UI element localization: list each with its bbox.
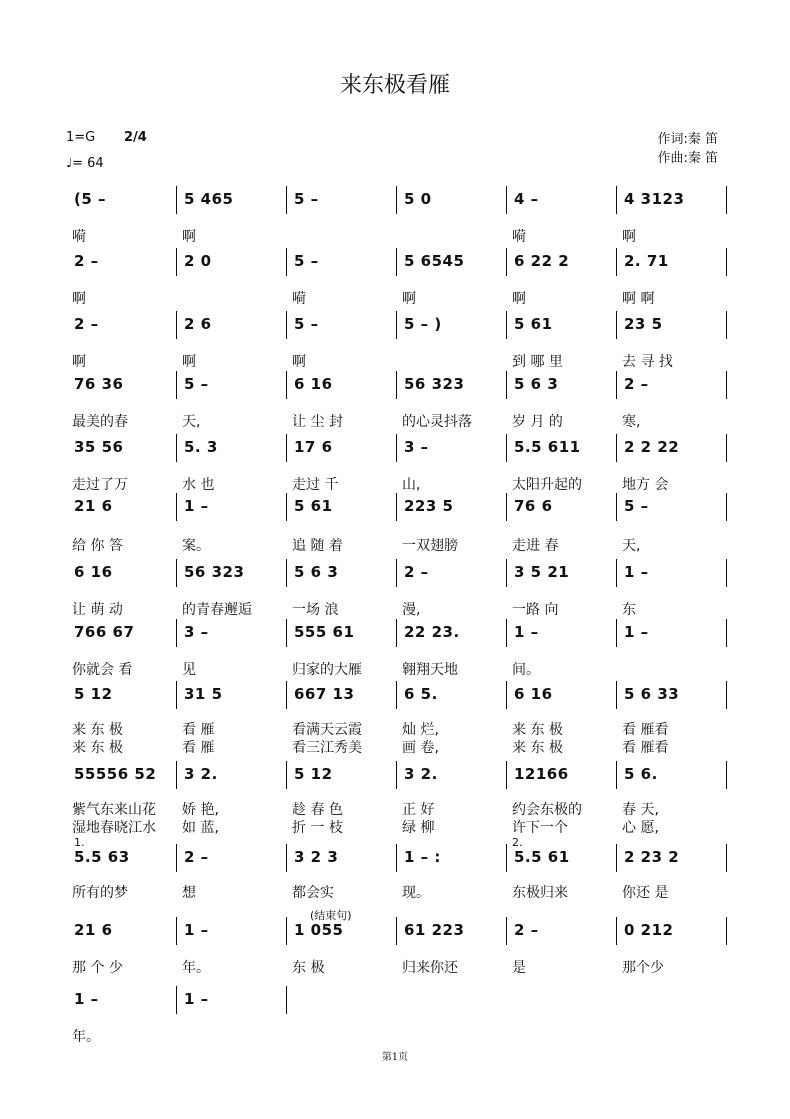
measure: 5 – xyxy=(294,315,319,333)
lyric-segment: 许下一个 xyxy=(512,820,568,836)
bar-line xyxy=(176,761,177,789)
measure: 5 – xyxy=(294,252,319,270)
lyric-segment: 一场 浪 xyxy=(292,602,339,618)
measure: (5 – xyxy=(74,190,107,208)
measure: 6 16 xyxy=(514,685,553,703)
bar-line xyxy=(726,559,727,587)
lyric-segment: 你还 是 xyxy=(622,885,669,901)
lyric-segment: 东 极 xyxy=(292,960,325,976)
measure: 5.5 611 xyxy=(514,438,581,456)
lyric-segment: 看满天云霞 xyxy=(292,722,362,738)
notation-row xyxy=(70,190,730,214)
notation-row xyxy=(70,765,730,789)
lyric-segment: 你就会 看 xyxy=(72,662,133,678)
bar-line xyxy=(506,681,507,709)
bar-line xyxy=(616,844,617,872)
measure: 5 – xyxy=(624,497,649,515)
lyric-segment: 娇 艳, xyxy=(182,802,219,818)
measure: 1 – : xyxy=(404,848,441,866)
notation-row xyxy=(70,848,730,872)
measure: 3 – xyxy=(404,438,429,456)
measure: 3 2. xyxy=(404,765,438,783)
lyric-segment: 水 也 xyxy=(182,477,215,493)
bar-line xyxy=(396,434,397,462)
measure: 2 0 xyxy=(184,252,212,270)
measure: 667 13 xyxy=(294,685,355,703)
notation-row xyxy=(70,497,730,521)
ending-label: (结束句) xyxy=(310,909,352,922)
bar-line xyxy=(176,559,177,587)
measure: 5 465 xyxy=(184,190,234,208)
notation-row xyxy=(70,438,730,462)
lyric-segment: 紫气东来山花 xyxy=(72,802,156,818)
lyric-segment: 现。 xyxy=(402,885,430,901)
measure: 76 36 xyxy=(74,375,124,393)
lyric-segment: 间。 xyxy=(512,662,540,678)
lyric-segment: 翱翔天地 xyxy=(402,662,458,678)
first-ending-marker: 1. xyxy=(74,836,85,849)
lyric-segment: 到 哪 里 xyxy=(512,354,563,370)
bar-line xyxy=(396,681,397,709)
bar-line xyxy=(176,917,177,945)
bar-line xyxy=(286,493,287,521)
bar-line xyxy=(616,917,617,945)
bar-line xyxy=(616,248,617,276)
lyric-segment: 一路 向 xyxy=(512,602,559,618)
lyric-segment: 来 东 极 xyxy=(72,722,123,738)
lyric-segment: 年。 xyxy=(72,1029,100,1045)
lyric-segment: 如 蓝, xyxy=(182,820,219,836)
lyric-segment: 湿地春晓江水 xyxy=(72,820,156,836)
measure: 0 212 xyxy=(624,921,674,939)
lyric-segment: 啊 xyxy=(182,354,196,370)
measure: 3 2 3 xyxy=(294,848,339,866)
bar-line xyxy=(506,493,507,521)
measure: 2 6 xyxy=(184,315,212,333)
measure: 1 – xyxy=(184,921,209,939)
bar-line xyxy=(396,559,397,587)
bar-line xyxy=(616,311,617,339)
notation-row xyxy=(70,315,730,339)
bar-line xyxy=(396,493,397,521)
measure: 2 – xyxy=(404,563,429,581)
bar-line xyxy=(726,248,727,276)
measure: 5 12 xyxy=(294,765,333,783)
measure: 61 223 xyxy=(404,921,465,939)
bar-line xyxy=(286,371,287,399)
lyric-segment: 让 萌 动 xyxy=(72,602,123,618)
bar-line xyxy=(286,917,287,945)
notation-row xyxy=(70,623,730,647)
lyric-segment: 归家的大雁 xyxy=(292,662,362,678)
page-number: 第1页 xyxy=(381,1052,409,1063)
lyric-segment: 啊 xyxy=(292,354,306,370)
lyric-segment: 东极归来 xyxy=(512,885,568,901)
bar-line xyxy=(506,761,507,789)
measure: 22 23. xyxy=(404,623,460,641)
measure: 3 5 21 xyxy=(514,563,570,581)
composer-credit: 作曲:秦 笛 xyxy=(657,151,718,166)
time-signature: 2/4 xyxy=(124,130,147,145)
measure: 223 5 xyxy=(404,497,454,515)
bar-line xyxy=(176,619,177,647)
lyric-segment: 啊 xyxy=(512,291,526,307)
measure: 5.5 63 xyxy=(74,848,130,866)
bar-line xyxy=(616,434,617,462)
measure: 6 16 xyxy=(74,563,113,581)
lyric-segment: 看三江秀美 xyxy=(292,740,362,756)
lyric-segment: 看 雁看 xyxy=(622,740,669,756)
tempo-marking: ♩= 64 xyxy=(66,156,104,171)
lyric-segment: 漫, xyxy=(402,602,421,618)
lyric-segment: 灿 烂, xyxy=(402,722,439,738)
lyric-segment: 最美的春 xyxy=(72,414,128,430)
lyric-segment: 来 东 极 xyxy=(512,722,563,738)
lyric-segment: 追 随 着 xyxy=(292,538,343,554)
lyric-segment: 让 尘 封 xyxy=(292,414,343,430)
measure: 2. 71 xyxy=(624,252,669,270)
measure: 55556 52 xyxy=(74,765,157,783)
bar-line xyxy=(616,761,617,789)
measure: 766 67 xyxy=(74,623,135,641)
lyric-segment: 走过了万 xyxy=(72,477,128,493)
lyric-segment: 春 天, xyxy=(622,802,659,818)
measure: 5 12 xyxy=(74,685,113,703)
measure: 35 56 xyxy=(74,438,124,456)
bar-line xyxy=(726,493,727,521)
lyric-segment: 折 一 枝 xyxy=(292,820,343,836)
bar-line xyxy=(506,248,507,276)
lyric-segment: 嗬 xyxy=(292,291,306,307)
bar-line xyxy=(286,248,287,276)
bar-line xyxy=(396,917,397,945)
measure: 56 323 xyxy=(404,375,465,393)
measure: 5 – xyxy=(184,375,209,393)
notation-row xyxy=(70,563,730,587)
measure: 6 5. xyxy=(404,685,438,703)
bar-line xyxy=(286,761,287,789)
lyric-segment: 走过 千 xyxy=(292,477,339,493)
notation-row xyxy=(70,252,730,276)
bar-line xyxy=(396,311,397,339)
bar-line xyxy=(726,434,727,462)
measure: 76 6 xyxy=(514,497,553,515)
lyric-segment: 正 好 xyxy=(402,802,435,818)
bar-line xyxy=(506,311,507,339)
lyric-segment: 地方 会 xyxy=(622,477,669,493)
measure: 1 – xyxy=(184,990,209,1008)
measure: 5.5 61 xyxy=(514,848,570,866)
lyric-segment: 啊 啊 xyxy=(622,291,655,307)
notation-row xyxy=(70,685,730,709)
bar-line xyxy=(396,761,397,789)
measure: 5 – xyxy=(294,190,319,208)
bar-line xyxy=(286,186,287,214)
notation-row xyxy=(70,921,730,945)
bar-line xyxy=(616,619,617,647)
bar-line xyxy=(616,559,617,587)
lyric-segment: 一双翅膀 xyxy=(402,538,458,554)
lyric-segment: 啊 xyxy=(622,229,636,245)
lyric-segment: 天, xyxy=(622,538,641,554)
measure: 2 23 2 xyxy=(624,848,680,866)
lyric-segment: 绿 柳 xyxy=(402,820,435,836)
bar-line xyxy=(396,619,397,647)
bar-line xyxy=(726,681,727,709)
bar-line xyxy=(176,311,177,339)
measure: 21 6 xyxy=(74,921,113,939)
lyric-segment: 看 雁 xyxy=(182,740,215,756)
lyric-segment: 心 愿, xyxy=(622,820,659,836)
bar-line xyxy=(616,186,617,214)
lyric-segment: 想 xyxy=(182,885,196,901)
measure: 31 5 xyxy=(184,685,223,703)
measure: 5 6 33 xyxy=(624,685,680,703)
measure: 555 61 xyxy=(294,623,355,641)
measure: 5 6 3 xyxy=(514,375,559,393)
measure: 1 – xyxy=(184,497,209,515)
bar-line xyxy=(506,434,507,462)
lyric-segment: 见 xyxy=(182,662,196,678)
lyric-segment: 的心灵抖落 xyxy=(402,414,472,430)
lyric-segment: 来 东 极 xyxy=(512,740,563,756)
measure: 4 3123 xyxy=(624,190,685,208)
lyric-segment: 啊 xyxy=(72,354,86,370)
measure: 5. 3 xyxy=(184,438,218,456)
bar-line xyxy=(726,619,727,647)
bar-line xyxy=(396,248,397,276)
measure: 1 – xyxy=(624,623,649,641)
bar-line xyxy=(726,311,727,339)
lyric-segment: 所有的梦 xyxy=(72,885,128,901)
bar-line xyxy=(616,493,617,521)
lyric-segment: 啊 xyxy=(402,291,416,307)
measure: 17 6 xyxy=(294,438,333,456)
measure: 2 – xyxy=(624,375,649,393)
measure: 5 – ) xyxy=(404,315,442,333)
bar-line xyxy=(286,681,287,709)
lyric-segment: 是 xyxy=(512,960,526,976)
bar-line xyxy=(726,371,727,399)
bar-line xyxy=(396,186,397,214)
measure: 1 – xyxy=(514,623,539,641)
song-title: 来东极看雁 xyxy=(339,73,450,98)
second-ending-marker: 2. xyxy=(512,836,523,849)
lyric-segment: 给 你 答 xyxy=(72,538,123,554)
bar-line xyxy=(506,186,507,214)
bar-line xyxy=(286,619,287,647)
lyric-segment: 寒, xyxy=(622,414,641,430)
bar-line xyxy=(286,844,287,872)
bar-line xyxy=(396,844,397,872)
notation-row xyxy=(70,990,730,1014)
bar-line xyxy=(176,681,177,709)
bar-line xyxy=(176,248,177,276)
lyric-segment: 的青春邂逅 xyxy=(182,602,252,618)
measure: 12166 xyxy=(514,765,569,783)
bar-line xyxy=(506,371,507,399)
bar-line xyxy=(616,681,617,709)
measure: 1 – xyxy=(624,563,649,581)
bar-line xyxy=(726,917,727,945)
lyric-segment: 啊 xyxy=(72,291,86,307)
bar-line xyxy=(396,371,397,399)
measure: 21 6 xyxy=(74,497,113,515)
lyric-segment: 山, xyxy=(402,477,421,493)
notation-row xyxy=(70,375,730,399)
measure: 1 055 xyxy=(294,921,344,939)
lyricist-credit: 作词:秦 笛 xyxy=(657,132,718,147)
lyric-segment: 案。 xyxy=(182,538,210,554)
measure: 3 2. xyxy=(184,765,218,783)
lyric-segment: 走进 春 xyxy=(512,538,559,554)
measure: 5 6545 xyxy=(404,252,465,270)
lyric-segment: 年。 xyxy=(182,960,210,976)
lyric-segment: 那 个 少 xyxy=(72,960,123,976)
measure: 5 0 xyxy=(404,190,432,208)
lyric-segment: 看 雁看 xyxy=(622,722,669,738)
lyric-segment: 归来你还 xyxy=(402,960,458,976)
measure: 4 – xyxy=(514,190,539,208)
bar-line xyxy=(506,619,507,647)
bar-line xyxy=(176,186,177,214)
bar-line xyxy=(506,917,507,945)
lyric-segment: 那个少 xyxy=(622,960,664,976)
lyric-segment: 去 寻 找 xyxy=(622,354,673,370)
lyric-segment: 约会东极的 xyxy=(512,802,582,818)
bar-line xyxy=(286,311,287,339)
bar-line xyxy=(506,844,507,872)
bar-line xyxy=(286,434,287,462)
measure: 3 – xyxy=(184,623,209,641)
bar-line xyxy=(286,559,287,587)
measure: 5 6 3 xyxy=(294,563,339,581)
bar-line xyxy=(726,761,727,789)
lyric-segment: 嗬 xyxy=(512,229,526,245)
measure: 5 6. xyxy=(624,765,658,783)
lyric-segment: 画 卷, xyxy=(402,740,439,756)
lyric-segment: 太阳升起的 xyxy=(512,477,582,493)
bar-line xyxy=(726,844,727,872)
measure: 2 – xyxy=(184,848,209,866)
lyric-segment: 趁 春 色 xyxy=(292,802,343,818)
measure: 56 323 xyxy=(184,563,245,581)
lyric-segment: 啊 xyxy=(182,229,196,245)
lyric-segment: 都会实 xyxy=(292,885,334,901)
lyric-segment: 嗬 xyxy=(72,229,86,245)
measure: 2 – xyxy=(74,252,99,270)
measure: 5 61 xyxy=(514,315,553,333)
bar-line xyxy=(286,986,287,1014)
lyric-segment: 岁 月 的 xyxy=(512,414,563,430)
measure: 2 – xyxy=(74,315,99,333)
measure: 2 – xyxy=(514,921,539,939)
lyric-segment: 来 东 极 xyxy=(72,740,123,756)
lyric-segment: 东 xyxy=(622,602,636,618)
bar-line xyxy=(176,371,177,399)
measure: 5 61 xyxy=(294,497,333,515)
measure: 23 5 xyxy=(624,315,663,333)
bar-line xyxy=(726,186,727,214)
measure: 6 16 xyxy=(294,375,333,393)
bar-line xyxy=(176,493,177,521)
bar-line xyxy=(176,434,177,462)
bar-line xyxy=(616,371,617,399)
measure: 6 22 2 xyxy=(514,252,570,270)
bar-line xyxy=(506,559,507,587)
measure: 2 2 22 xyxy=(624,438,680,456)
lyric-segment: 看 雁 xyxy=(182,722,215,738)
key-signature: 1=G xyxy=(66,130,96,145)
lyric-segment: 天, xyxy=(182,414,201,430)
measure: 1 – xyxy=(74,990,99,1008)
bar-line xyxy=(176,844,177,872)
bar-line xyxy=(176,986,177,1014)
